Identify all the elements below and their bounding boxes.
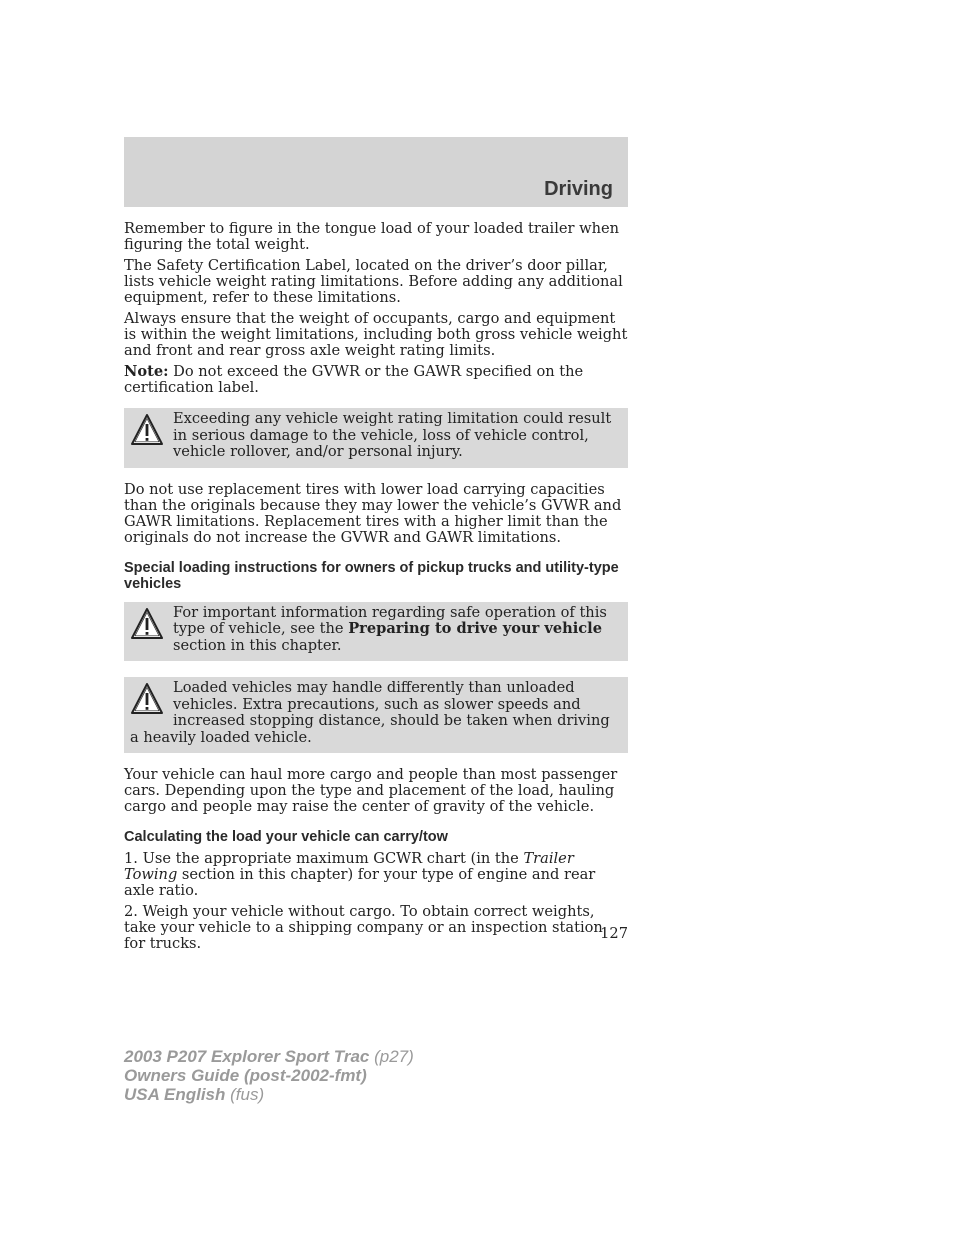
document-footer	[124, 1047, 414, 1104]
warning-triangle-icon	[130, 607, 164, 641]
page-number: 127	[600, 925, 628, 942]
warning-text-safe-operation-b: section in this chapter.	[173, 636, 342, 654]
warning-text-loaded-vehicles: Loaded vehicles may handle differently than unloaded vehicles. Extra precautions, such as slower speeds and increased stopping distance, should be taken when driving a heavily loaded vehicle.	[130, 679, 610, 746]
footer-line-3: USA English (fus)	[124, 1085, 265, 1104]
section-header-band	[124, 137, 628, 207]
note-label: Note:	[124, 363, 169, 380]
warning-triangle-icon	[130, 682, 164, 716]
paragraph-haul-cargo: Your vehicle can haul more cargo and people than most passenger cars. Depending upon the type and placement of the load, hauling cargo and people may raise the center of gravity of the vehicle.	[124, 766, 618, 815]
paragraph-note	[124, 364, 628, 396]
step-1-text-b: section in this chapter) for your type of engine and rear axle ratio.	[124, 866, 596, 899]
step-1-italic: Trailer Towing	[124, 850, 574, 883]
page-content	[124, 221, 628, 957]
warning-text-safe-operation-a: For important information regarding safe operation of this type of vehicle, see the	[173, 603, 607, 637]
footer-line-2: Owners Guide (post-2002-fmt)	[124, 1066, 367, 1085]
paragraph-weight-limits: Always ensure that the weight of occupants, cargo and equipment is within the weight limitations, including both gross vehicle weight and front and rear gross axle weight rating limits.	[124, 310, 628, 359]
warning-box-loaded-vehicles	[124, 677, 628, 753]
warning-text-weight-rating: Exceeding any vehicle weight rating limitation could result in serious damage to the vehicle, loss of vehicle control, vehicle rollover, and/or personal injury.	[173, 410, 612, 460]
paragraph-tongue-load: Remember to figure in the tongue load of your loaded trailer when figuring the total weight.	[124, 220, 620, 253]
warning-box-weight-rating	[124, 408, 628, 468]
note-text: Do not exceed the GVWR or the GAWR specified on the certification label.	[124, 363, 584, 396]
paragraph-step-1	[124, 851, 628, 899]
paragraph-replacement-tires: Do not use replacement tires with lower load carrying capacities than the originals because they may lower the vehicle’s GVWR and GAWR limitations. Replacement tires with a higher limit than the originals do not increase the GVWR and GAWR limitations.	[124, 480, 622, 546]
warning-triangle-icon	[130, 413, 164, 447]
section-title: Driving	[544, 178, 613, 200]
paragraph-step-2: 2. Weigh your vehicle without cargo. To obtain correct weights, take your vehicle to a shipping company or an inspection station for trucks.	[124, 903, 603, 952]
warning-box-safe-operation	[124, 602, 628, 662]
footer-line-1: 2003 P207 Explorer Sport Trac (p27)	[124, 1047, 414, 1066]
heading-calculating-load: Calculating the load your vehicle can carry/tow	[124, 829, 448, 845]
paragraph-certification-label: The Safety Certification Label, located on the driver’s door pillar, lists vehicle weight rating limitations. Before adding any additional equipment, refer to these limitations.	[124, 257, 623, 306]
heading-special-loading: Special loading instructions for owners of pickup trucks and utility-type vehicles	[124, 559, 619, 592]
step-1-text-a: 1. Use the appropriate maximum GCWR chart (in the	[124, 850, 524, 867]
warning-text-safe-operation-bold: Preparing to drive your vehicle	[348, 620, 603, 637]
